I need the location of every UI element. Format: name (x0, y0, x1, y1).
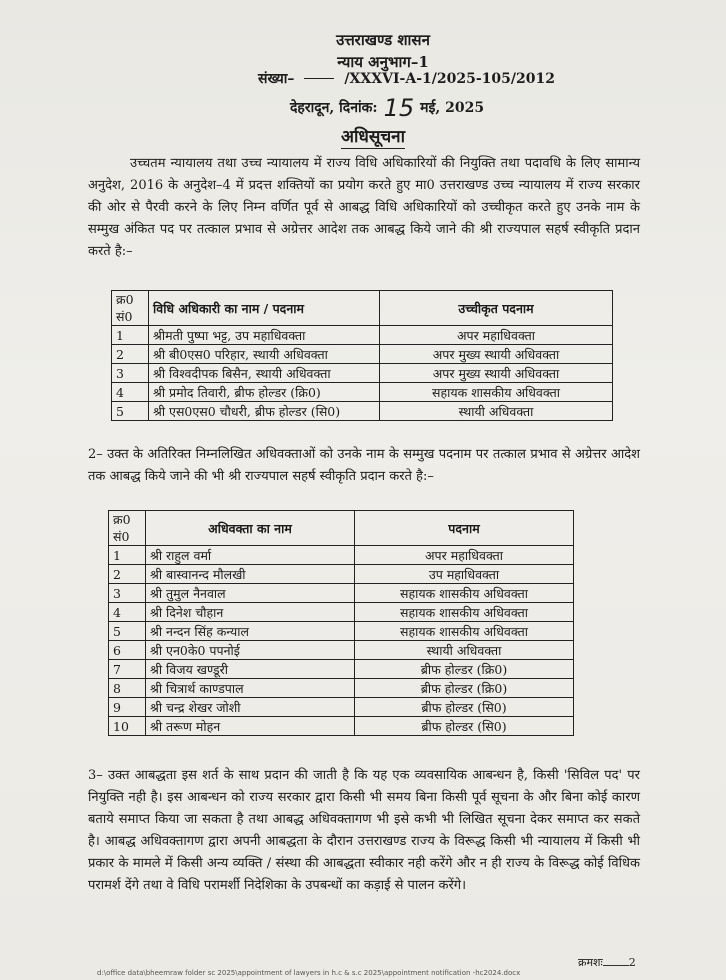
cell-post: ब्रीफ होल्डर (सि0) (355, 698, 574, 717)
cell-sn: 5 (109, 622, 146, 641)
cell-post: सहायक शासकीय अधिवक्ता (380, 383, 613, 402)
table-header-row (112, 291, 613, 326)
col-header-name: अधिवक्ता का नाम (146, 511, 355, 546)
table-row (109, 641, 574, 660)
cell-name: श्री नन्दन सिंह कन्याल (146, 622, 355, 641)
cell-post: ब्रीफ होल्डर (सि0) (355, 717, 574, 736)
table-row (109, 546, 574, 565)
cell-name: श्री एन0के0 पपनोई (146, 641, 355, 660)
table-row (112, 345, 613, 364)
table-row (109, 565, 574, 584)
cell-post: स्थायी अधिवक्ता (355, 641, 574, 660)
cell-name: श्री चन्द्र शेखर जोशी (146, 698, 355, 717)
month-year: मई, 2025 (420, 100, 485, 116)
cell-name: श्री दिनेश चौहान (146, 603, 355, 622)
cell-sn: 4 (109, 603, 146, 622)
table-row (112, 383, 613, 402)
cell-sn: 7 (109, 660, 146, 679)
cell-name: श्री विश्वदीपक बिसैन, स्थायी अधिवक्ता (149, 364, 380, 383)
cell-sn: 8 (109, 679, 146, 698)
cell-name: श्रीमती पुष्पा भट्ट, उप महाधिवक्ता (149, 326, 380, 345)
cell-name: श्री विजय खण्डूरी (146, 660, 355, 679)
table-row (109, 622, 574, 641)
cell-sn: 4 (112, 383, 149, 402)
cell-name: श्री राहुल वर्मा (146, 546, 355, 565)
col-header-name: विधि अधिकारी का नाम / पदनाम (149, 291, 380, 326)
continued-label: क्रमशः (578, 956, 603, 969)
blank-line (304, 78, 334, 79)
cell-sn: 6 (109, 641, 146, 660)
table-row (109, 584, 574, 603)
notification-title: अधिसूचना (341, 127, 405, 147)
cell-post: सहायक शासकीय अधिवक्ता (355, 603, 574, 622)
col-header-sn: क्र0 सं0 (112, 291, 149, 326)
col-header-sn: क्र0 सं0 (109, 511, 146, 546)
cell-name: श्री तुमुल नैनवाल (146, 584, 355, 603)
table-row (109, 603, 574, 622)
cell-sn: 10 (109, 717, 146, 736)
cell-name: श्री तरूण मोहन (146, 717, 355, 736)
cell-post: अपर मुख्य स्थायी अधिवक्ता (380, 345, 613, 364)
cell-name: श्री बास्वानन्द मौलखी (146, 565, 355, 584)
cell-post: अपर महाधिवक्ता (380, 326, 613, 345)
file-path: d:\office data\bheemraw folder sc 2025\appointment of lawyers in h.c & s.c 2025\appointment notification -hc2024.docx (97, 969, 521, 977)
table-upgraded-officers (111, 290, 613, 421)
cell-post: सहायक शासकीय अधिवक्ता (355, 584, 574, 603)
continued-marker (578, 955, 636, 970)
cell-name: श्री बी0एस0 परिहार, स्थायी अधिवक्ता (149, 345, 380, 364)
table-row (109, 679, 574, 698)
notification-title-wrap (0, 124, 726, 147)
table-row (109, 698, 574, 717)
continued-page: 2 (628, 956, 636, 969)
cell-name: श्री चित्रार्थ काण्डपाल (146, 679, 355, 698)
handwritten-date: 15 (383, 94, 415, 122)
paragraph-3: 3– उक्त आबद्धता इस शर्त के साथ प्रदान की जाती है कि यह एक व्यवसायिक आबन्धन है, किसी 'सिविल पद' पर नियुक्ति नही है। इस आबन्धन को राज्य सरकार द्वारा किसी भी समय बिना किसी पूर्व सूचना के और बिना कोई कारण बताये समाप्त किया जा सकता है तथा आबद्ध अधिवक्तागण भी इसे कभी भी लिखित सूचना देकर समाप्त कर सकते है। आबद्ध अधिवक्तागण द्वारा अपनी आबद्धता के दौरान उत्तराखण्ड राज्य के विरूद्ध किसी भी न्यायालय में किसी भी प्रकार के मामले में किसी अन्य व्यक्ति / संस्था की आबद्धता स्वीकार नही करेंगे और न ही राज्य के विरूद्ध कोई विधिक परामर्श देंगे तथा वे विधि परामर्शी निदेशिका के उपबन्धों का कड़ाई से पालन करेंगे। (88, 768, 640, 893)
cell-post: ब्रीफ होल्डर (क्रि0) (355, 679, 574, 698)
department-heading: न्याय अनुभाग–1 (337, 53, 429, 71)
number-value: /XXXVI-A-1/2025-105/2012 (344, 71, 555, 87)
cell-sn: 9 (109, 698, 146, 717)
table-header-row (109, 511, 574, 546)
table-row (112, 326, 613, 345)
cell-post: अपर मुख्य स्थायी अधिवक्ता (380, 364, 613, 383)
cell-sn: 1 (112, 326, 149, 345)
place-date (290, 90, 485, 122)
cell-post: स्थायी अधिवक्ता (380, 402, 613, 421)
number-label: संख्या– (258, 71, 295, 87)
place-date-label: देहरादून, दिनांक: (290, 100, 378, 116)
cell-post: उप महाधिवक्ता (355, 565, 574, 584)
cell-post: ब्रीफ होल्डर (क्रि0) (355, 660, 574, 679)
cell-sn: 2 (112, 345, 149, 364)
cell-sn: 2 (109, 565, 146, 584)
cell-name: श्री प्रमोद तिवारी, ब्रीफ होल्डर (क्रि0) (149, 383, 380, 402)
continued-line (603, 965, 629, 966)
table-row (112, 364, 613, 383)
cell-post: अपर महाधिवक्ता (355, 546, 574, 565)
cell-sn: 1 (109, 546, 146, 565)
cell-sn: 5 (112, 402, 149, 421)
cell-sn: 3 (109, 584, 146, 603)
paragraph-1: उच्चतम न्यायालय तथा उच्च न्यायालय में राज्य विधि अधिकारियों की नियुक्ति तथा पदावधि के लिए सामान्य अनुदेश, 2016 के अनुदेश–4 में प्रदत्त शक्तियों का प्रयोग करते हुए मा0 उत्तराखण्ड उच्च न्यायालय में राज्य सरकार की ओर से पैरवी करने के लिए निम्न वर्णित पूर्व से आबद्ध विधि अधिकारियों को उच्चीकृत करते हुए उनके नाम के सम्मुख अंकित पद पर तत्काल प्रभाव से अग्रेत्तर आदेश तक आबद्ध किये जाने की श्री राज्यपाल सहर्ष स्वीकृति प्रदान करते है:– (88, 156, 640, 259)
col-header-post: पदनाम (355, 511, 574, 546)
reference-number (258, 69, 555, 88)
table-row (109, 660, 574, 679)
table-new-advocates (108, 510, 574, 736)
col-header-post: उच्चीकृत पदनाम (380, 291, 613, 326)
table-row (112, 402, 613, 421)
paragraph-2: 2– उक्त के अतिरिक्त निम्नलिखित अधिवक्ताओं को उनके नाम के सम्मुख पदनाम पर तत्काल प्रभाव से अग्रेत्तर आदेश तक आबद्ध किये जाने की भी श्री राज्यपाल सहर्ष स्वीकृति प्रदान करते है:– (88, 447, 640, 484)
cell-name: श्री एस0एस0 चौधरी, ब्रीफ होल्डर (सि0) (149, 402, 380, 421)
cell-sn: 3 (112, 364, 149, 383)
cell-post: सहायक शासकीय अधिवक्ता (355, 622, 574, 641)
table-row (109, 717, 574, 736)
government-heading: उत्तराखण्ड शासन (336, 31, 430, 49)
